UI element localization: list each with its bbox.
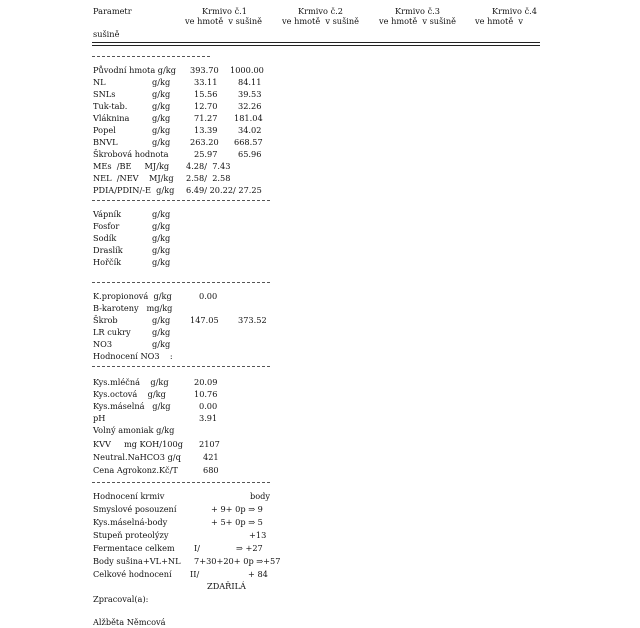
row-value-1: 15.56 <box>194 89 218 99</box>
row-label: NEL /NEV MJ/kg <box>93 173 174 183</box>
row-value-2: 668.57 <box>234 137 263 147</box>
header-sub-3: ve hmotě v sušině <box>379 16 457 26</box>
header-feed-3: Krmivo č.3 <box>395 6 440 16</box>
eval-value: ⇒ +27 <box>236 543 263 553</box>
ferm-value: 3.91 <box>199 413 218 423</box>
header-rule <box>92 42 540 43</box>
mineral-label: Sodík <box>93 233 117 243</box>
row-value-1: 393.70 <box>190 65 219 75</box>
eval-label: Kys.máselná-body <box>93 517 168 527</box>
row-unit: g/kg <box>152 113 171 123</box>
mineral-unit: g/kg <box>152 221 171 231</box>
row-value-2: 181.04 <box>234 113 263 123</box>
mineral-unit: g/kg <box>152 209 171 219</box>
row-label: BNVL <box>93 137 118 147</box>
row-label: MEs /BE MJ/kg <box>93 161 170 171</box>
header-sub-2: ve hmotě v sušině <box>282 16 360 26</box>
ferm-value: 421 <box>203 452 219 462</box>
processor-name: Alžběta Němcová <box>93 617 166 627</box>
evaluation-title: Hodnocení krmiv <box>93 491 165 501</box>
other-unit: g/kg <box>152 339 171 349</box>
eval-value: +13 <box>249 530 267 540</box>
other-value-1: 147.05 <box>190 315 219 325</box>
row-value-2: 39.53 <box>238 89 262 99</box>
header-feed-2: Krmivo č.2 <box>298 6 343 16</box>
other-label: NO3 <box>93 339 113 349</box>
ferm-label: Neutral.NaHCO3 g/q <box>93 452 181 462</box>
ferm-value: 20.09 <box>194 377 218 387</box>
eval-value: 7+30+20+ 0p ⇒+57 <box>194 556 281 566</box>
other-label: K.propionová g/kg <box>93 291 172 301</box>
mineral-unit: g/kg <box>152 245 171 255</box>
mineral-unit: g/kg <box>152 233 171 243</box>
ferm-label: pH <box>93 413 106 423</box>
other-label: B-karoteny mg/kg <box>93 303 173 313</box>
row-value-1: 6.49/ 20.22/ 27.25 <box>186 185 262 195</box>
row-unit: g/kg <box>152 125 171 135</box>
row-label: Škrobová hodnota <box>93 149 169 159</box>
eval-label: Smyslové posouzení <box>93 504 177 514</box>
eval-value: + 5+ 0p ⇒ 5 <box>211 517 263 527</box>
row-value-1: 25.97 <box>194 149 218 159</box>
mineral-label: Hořčík <box>93 257 122 267</box>
row-value-1: 71.27 <box>194 113 218 123</box>
row-label: PDIA/PDIN/-E g/kg <box>93 185 175 195</box>
eval-value: + 9+ 0p ⇒ 9 <box>211 504 263 514</box>
other-value-2: 373.52 <box>238 315 267 325</box>
row-label: SNLs <box>93 89 116 99</box>
row-label: NL <box>93 77 106 87</box>
header-rule-2 <box>92 45 540 46</box>
row-value-1: 2.58/ 2.58 <box>186 173 231 183</box>
other-unit: g/kg <box>152 327 171 337</box>
row-value-2: 32.26 <box>238 101 262 111</box>
eval-mid: II/ <box>190 569 200 579</box>
eval-mid: I/ <box>194 543 200 553</box>
row-value-1: 13.39 <box>194 125 218 135</box>
row-unit: g/kg <box>152 101 171 111</box>
mineral-label: Vápník <box>93 209 122 219</box>
header-wrap: sušině <box>93 29 120 39</box>
mineral-label: Draslík <box>93 245 123 255</box>
row-value-2: 84.11 <box>238 77 262 87</box>
other-label: Škrob <box>93 315 118 325</box>
ferm-label: KVV mg KOH/100g <box>93 439 183 449</box>
row-label: Vláknina <box>93 113 130 123</box>
header-feed-1: Krmivo č.1 <box>202 6 247 16</box>
ferm-label: Kys.máselná g/kg <box>93 401 171 411</box>
mineral-label: Fosfor <box>93 221 120 231</box>
row-unit: g/kg <box>152 137 171 147</box>
eval-value: + 84 <box>248 569 268 579</box>
row-value-2: 1000.00 <box>230 65 264 75</box>
section-divider <box>92 366 270 367</box>
ferm-label: Kys.mléčná g/kg <box>93 377 169 387</box>
ferm-label: Volný amoniak g/kg <box>93 425 175 435</box>
ferm-value: 10.76 <box>194 389 218 399</box>
row-value-1: 12.70 <box>194 101 218 111</box>
other-unit: g/kg <box>152 315 171 325</box>
eval-label: Celkové hodnocení <box>93 569 172 579</box>
row-value-1: 33.11 <box>194 77 218 87</box>
row-value-1: 4.28/ 7.43 <box>186 161 231 171</box>
evaluation-result: ZDAŘILÁ <box>207 581 246 591</box>
row-label: Tuk-tab. <box>93 101 128 111</box>
evaluation-points-label: body <box>250 491 271 501</box>
row-label: Popel <box>93 125 116 135</box>
eval-label: Body sušina+VL+NL <box>93 556 181 566</box>
other-value-1: 0.00 <box>199 291 218 301</box>
header-sub-1: ve hmotě v sušině <box>185 16 263 26</box>
row-value-1: 263.20 <box>190 137 219 147</box>
row-label: Původní hmota g/kg <box>93 65 177 75</box>
processed-by-label: Zpracoval(a): <box>93 594 149 604</box>
section-divider <box>92 56 210 57</box>
section-divider <box>92 200 270 201</box>
row-value-2: 34.02 <box>238 125 262 135</box>
ferm-label: Kys.octová g/kg <box>93 389 166 399</box>
section-divider <box>92 282 270 283</box>
ferm-value: 0.00 <box>199 401 218 411</box>
other-label: LR cukry <box>93 327 131 337</box>
eval-label: Fermentace celkem <box>93 543 175 553</box>
header-param: Parametr <box>93 6 132 16</box>
ferm-value: 680 <box>203 465 219 475</box>
eval-label: Stupeň proteolýzy <box>93 530 169 540</box>
row-value-2: 65.96 <box>238 149 262 159</box>
section-divider <box>92 482 270 483</box>
row-unit: g/kg <box>152 77 171 87</box>
mineral-unit: g/kg <box>152 257 171 267</box>
header-sub-4: ve hmotě v <box>475 16 524 26</box>
ferm-value: 2107 <box>199 439 220 449</box>
ferm-label: Cena Agrokonz.Kč/T <box>93 465 178 475</box>
row-unit: g/kg <box>152 89 171 99</box>
other-label: Hodnocení NO3 : <box>93 351 173 361</box>
header-feed-4: Krmivo č.4 <box>492 6 537 16</box>
